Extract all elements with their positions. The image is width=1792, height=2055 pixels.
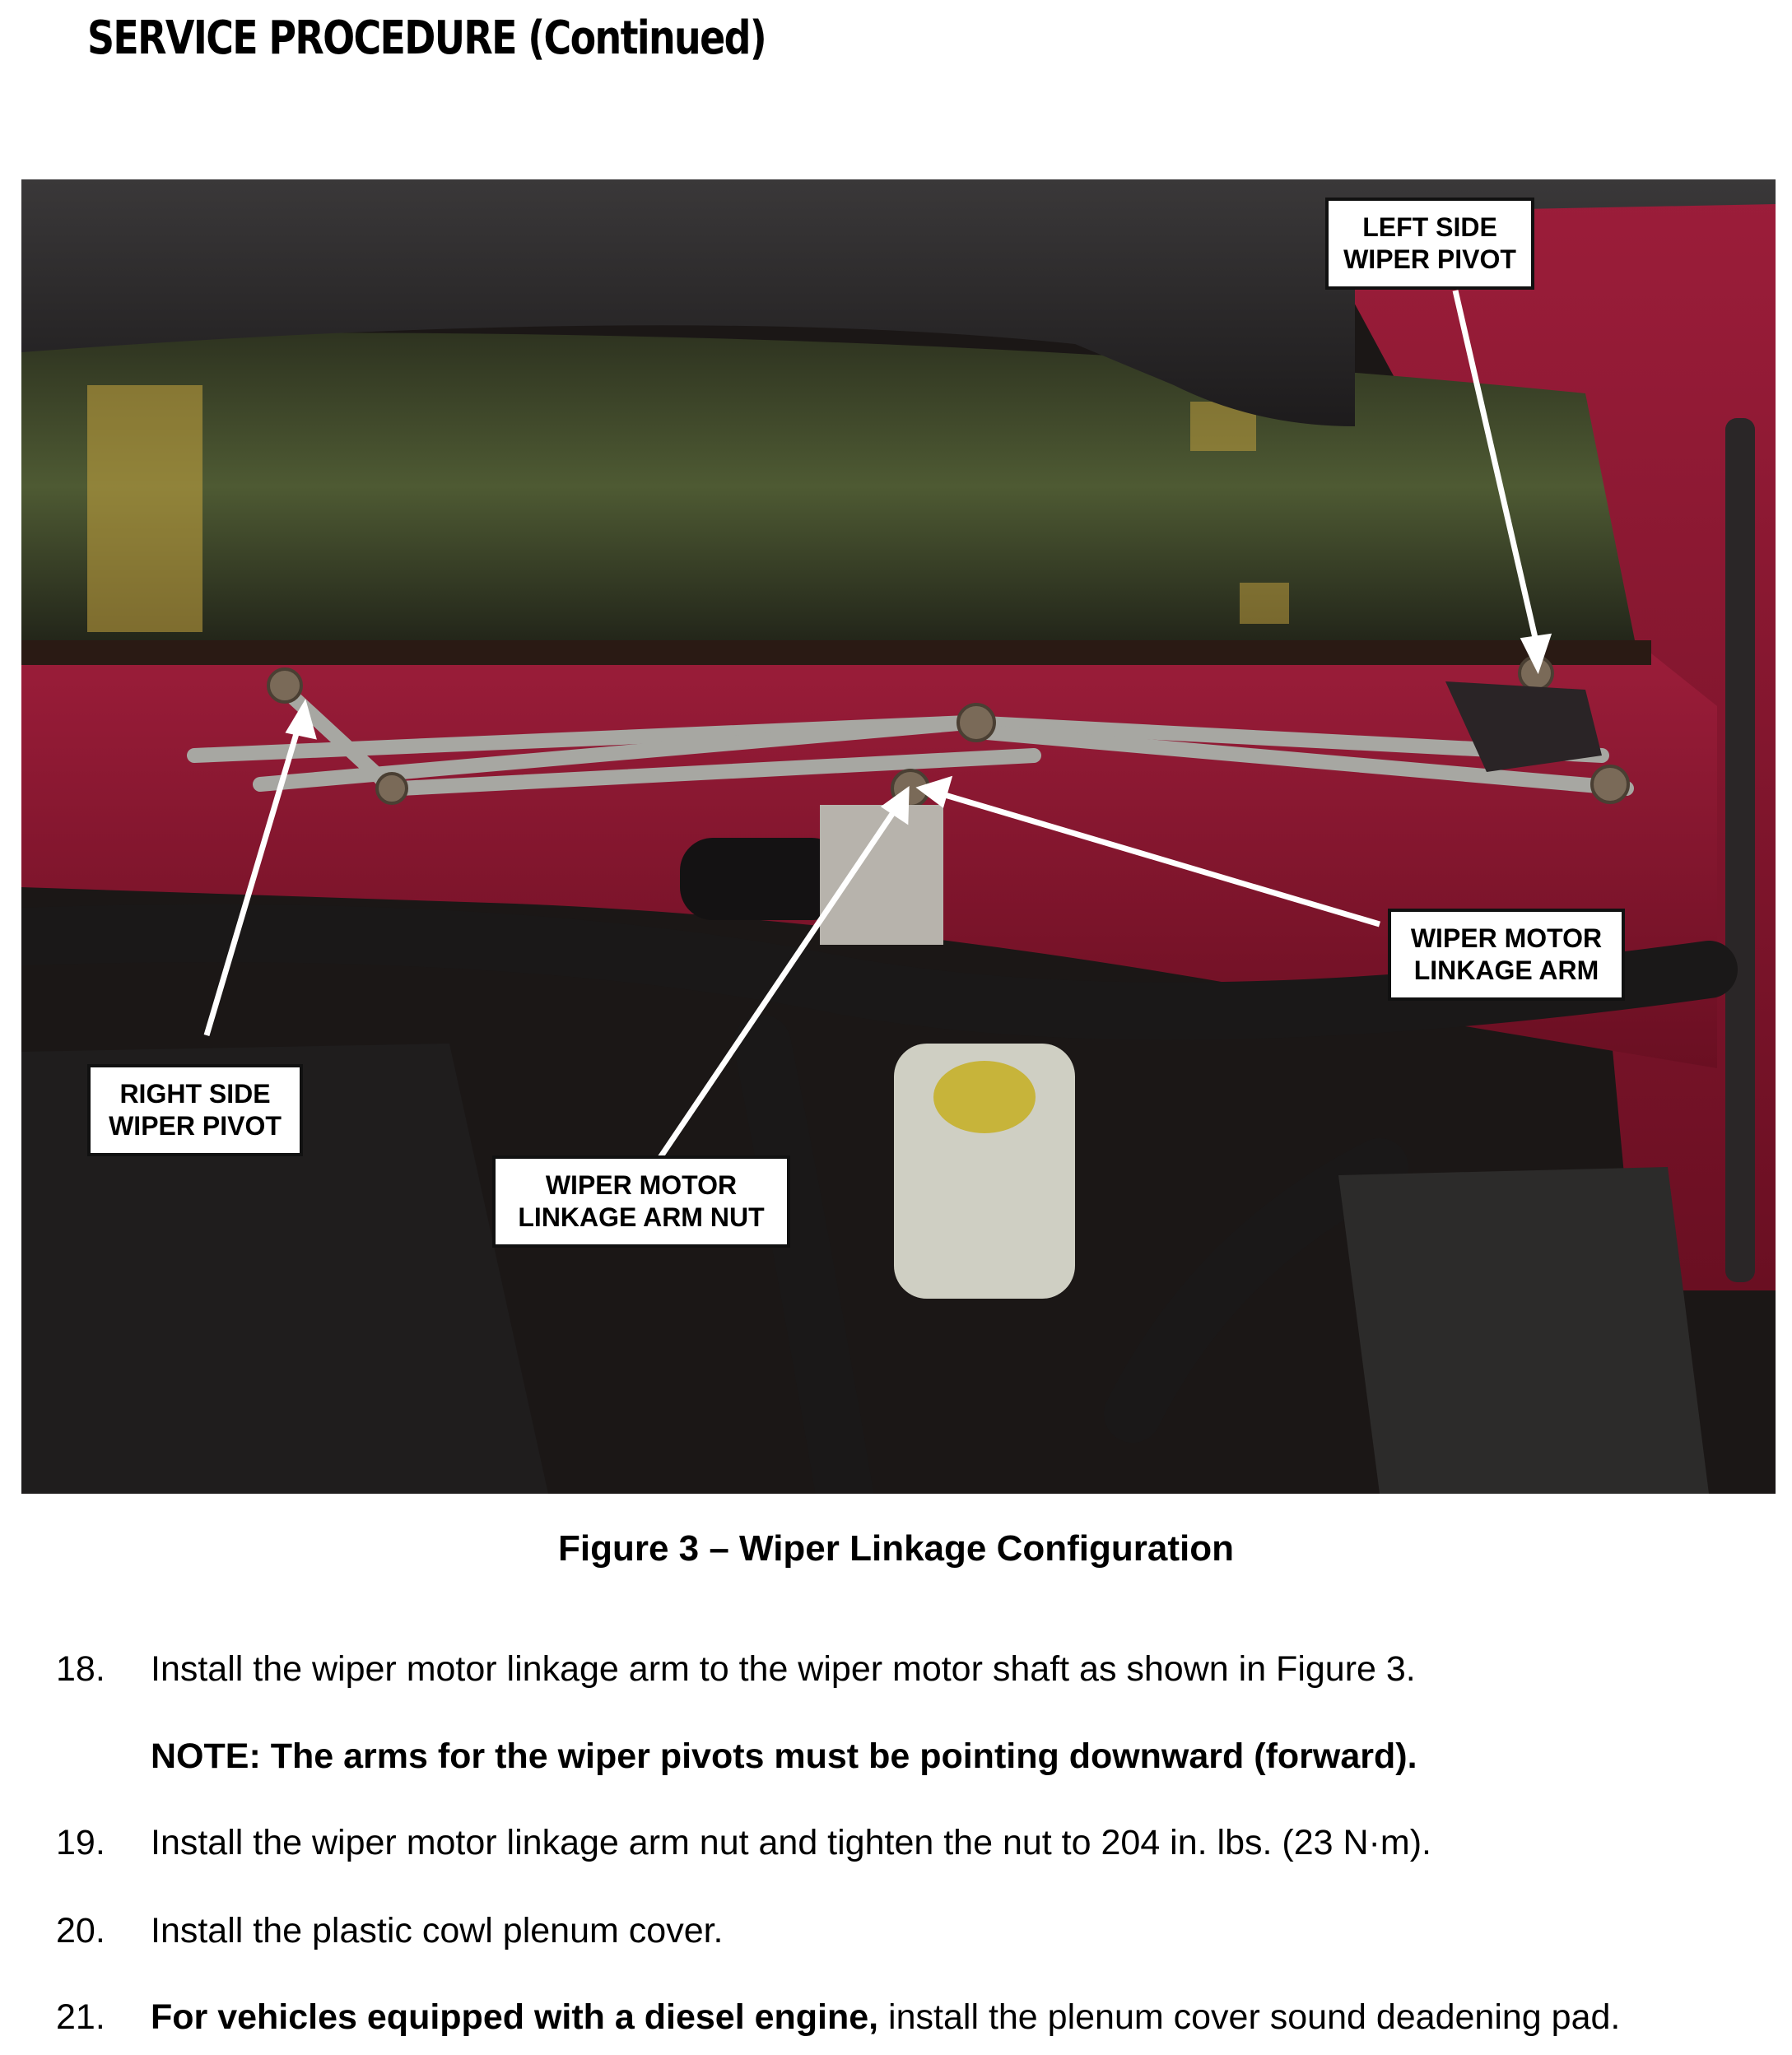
step-text-rest: install the plenum cover sound deadening pad.	[878, 1997, 1621, 2037]
hood-strut	[1725, 418, 1755, 1282]
step-text: Install the wiper motor linkage arm to the wiper motor shaft as shown in Figure 3.	[151, 1649, 1416, 1689]
right-pivot-nut	[268, 669, 301, 702]
step-note: NOTE: The arms for the wiper pivots must be pointing downward (forward).	[151, 1737, 1417, 1776]
wiper-linkage-photo	[21, 179, 1776, 1494]
figure-caption: Figure 3 – Wiper Linkage Configuration	[557, 1528, 1234, 1569]
reservoir-cap	[933, 1061, 1036, 1133]
battery	[1338, 1167, 1709, 1494]
callout-right-side-wiper-pivot	[87, 1064, 303, 1156]
step-number: 21.	[56, 1997, 105, 2037]
callout-right-line1: RIGHT SIDE	[119, 1079, 271, 1109]
callout-right-line2: WIPER PIVOT	[109, 1111, 282, 1141]
step-bold-lead: For vehicles equipped with a diesel engine,	[151, 1997, 879, 2037]
callout-left-side-wiper-pivot	[1325, 198, 1534, 290]
callout-wiper-motor-linkage-arm-nut	[492, 1155, 790, 1248]
callout-nut-line1: WIPER MOTOR	[545, 1170, 738, 1200]
step-number: 19.	[56, 1823, 105, 1862]
step-text: Install the plastic cowl plenum cover.	[151, 1911, 724, 1950]
step-number: 20.	[56, 1911, 105, 1950]
callout-arm-line2: LINKAGE ARM	[1413, 955, 1599, 985]
callout-nut-line2: LINKAGE ARM NUT	[518, 1202, 765, 1232]
callout-arm-line1: WIPER MOTOR	[1410, 923, 1603, 953]
step-number: 18.	[56, 1649, 105, 1689]
step-text: Install the wiper motor linkage arm nut and tighten the nut to 204 in. lbs. (23 N·m).	[151, 1823, 1431, 1862]
windshield	[21, 332, 1635, 640]
step-text	[151, 1997, 1620, 2038]
callout-left-line1: LEFT SIDE	[1362, 212, 1497, 242]
page-heading: SERVICE PROCEDURE (Continued)	[87, 12, 766, 65]
engine-bay-illustration	[21, 179, 1776, 1494]
callout-left-line2: WIPER PIVOT	[1343, 244, 1516, 274]
glass-reflection	[87, 385, 202, 632]
callout-wiper-motor-linkage-arm	[1388, 909, 1625, 1001]
